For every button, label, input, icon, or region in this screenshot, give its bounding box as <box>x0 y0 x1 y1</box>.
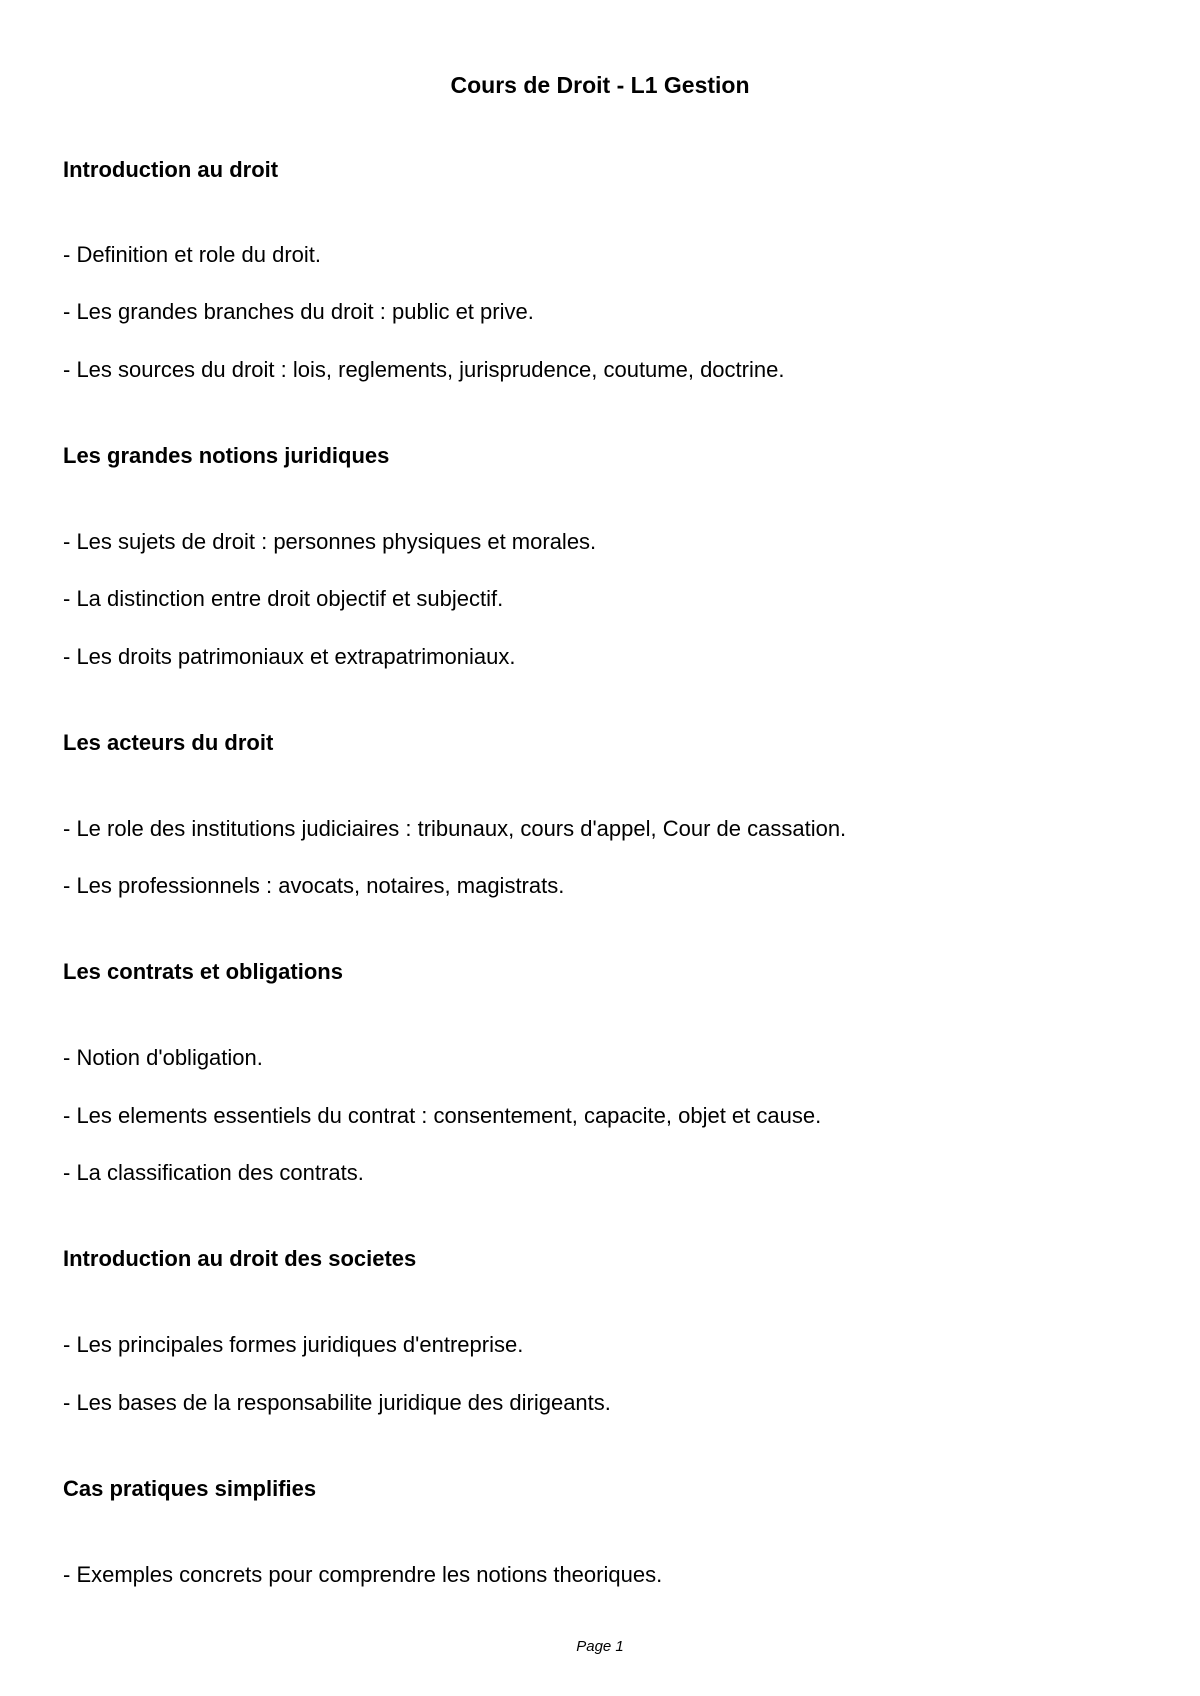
section-heading-introduction-au-droit: Introduction au droit <box>63 157 279 182</box>
list-item: - Les sujets de droit : personnes physiques et morales. <box>63 529 597 554</box>
list-item: - Les sources du droit : lois, reglements, jurisprudence, coutume, doctrine. <box>63 357 785 382</box>
list-item: - Le role des institutions judiciaires : tribunaux, cours d'appel, Cour de cassation. <box>63 816 847 841</box>
list-item: - Les elements essentiels du contrat : consentement, capacite, objet et cause. <box>63 1103 822 1128</box>
list-item: - Les grandes branches du droit : public et prive. <box>63 299 534 324</box>
list-item: - Definition et role du droit. <box>63 242 322 267</box>
section-heading-droit-des-societes: Introduction au droit des societes <box>63 1246 417 1271</box>
list-item: - Les droits patrimoniaux et extrapatrimoniaux. <box>63 644 516 669</box>
section-heading-cas-pratiques: Cas pratiques simplifies <box>63 1476 317 1501</box>
list-item: - Notion d'obligation. <box>63 1045 263 1070</box>
page-number: Page 1 <box>576 1638 624 1655</box>
list-item: - Exemples concrets pour comprendre les notions theoriques. <box>63 1562 663 1587</box>
section-heading-acteurs-du-droit: Les acteurs du droit <box>63 730 274 755</box>
section-heading-grandes-notions: Les grandes notions juridiques <box>63 443 390 468</box>
list-item: - La distinction entre droit objectif et subjectif. <box>63 586 504 611</box>
list-item: - La classification des contrats. <box>63 1160 364 1185</box>
list-item: - Les bases de la responsabilite juridique des dirigeants. <box>63 1390 611 1415</box>
list-item: - Les principales formes juridiques d'entreprise. <box>63 1332 524 1357</box>
list-item: - Les professionnels : avocats, notaires, magistrats. <box>63 873 565 898</box>
section-heading-contrats-obligations: Les contrats et obligations <box>63 959 343 984</box>
document-title: Cours de Droit - L1 Gestion <box>450 72 750 98</box>
